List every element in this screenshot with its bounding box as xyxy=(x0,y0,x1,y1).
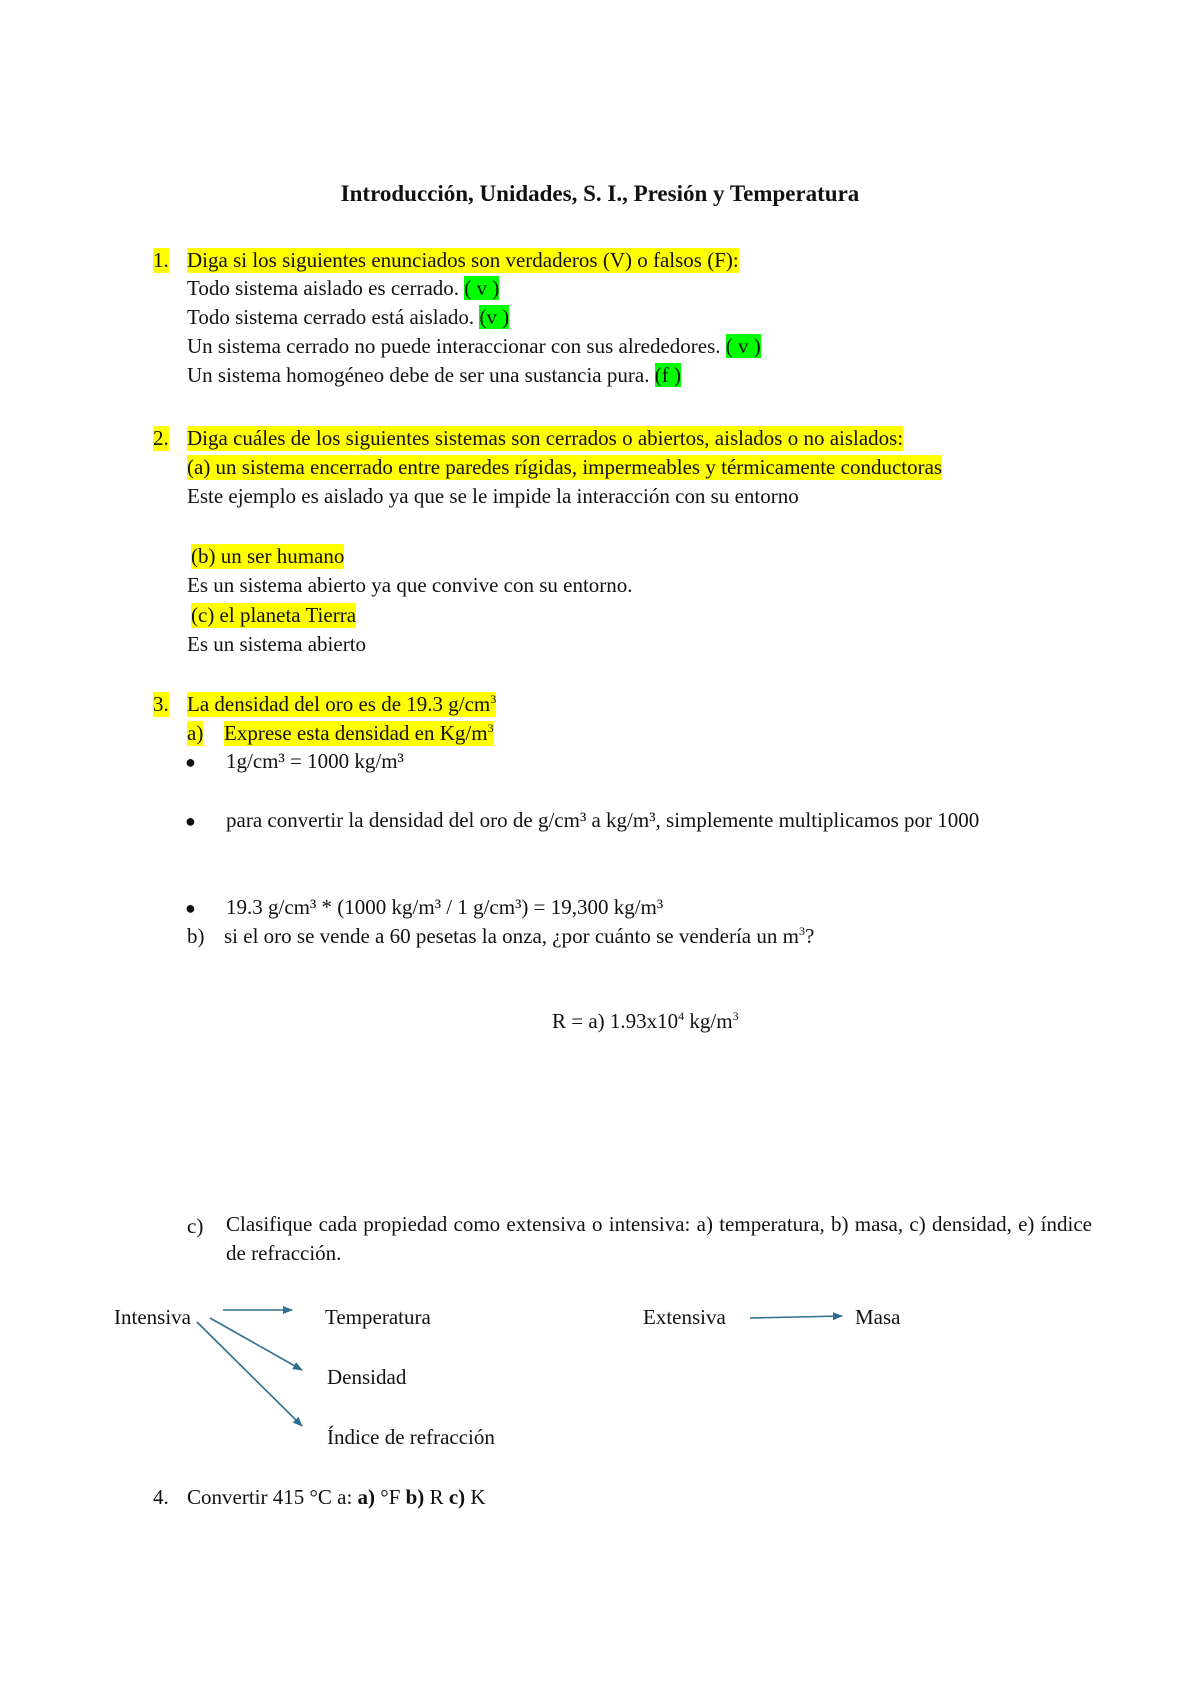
q2-number: 2. xyxy=(153,426,169,450)
q3-b-text: si el oro se vende a 60 pesetas la onza, ¿por cuánto se vendería un $m^3$? xyxy=(224,924,815,948)
q2-c-label: (c) el planeta Tierra xyxy=(191,603,357,627)
q3-prompt: La densidad del oro es de 19.3 $g/cm^3$ xyxy=(187,692,497,716)
q1-answer: ( v ) xyxy=(725,334,761,358)
q1-item-text: Todo sistema aislado es cerrado. xyxy=(187,276,465,300)
q2-a-label: (a) un sistema encerrado entre paredes rígidas, impermeables y térmicamente conductoras xyxy=(187,455,943,479)
q1-item-text: Todo sistema cerrado está aislado. xyxy=(187,305,480,329)
q3-a-letter: a) xyxy=(187,721,204,745)
diagram-masa: Masa xyxy=(855,1305,901,1329)
q2-c-answer: Es un sistema abierto xyxy=(187,632,367,656)
q3-number: 3. xyxy=(153,692,169,716)
q1-answer: ( v ) xyxy=(464,276,500,300)
q2-b-answer: Es un sistema abierto ya que convive con su entorno. xyxy=(187,573,633,597)
q1-answer: (v ) xyxy=(479,305,510,329)
q1-number: 1. xyxy=(153,248,169,272)
arrow-to-indice xyxy=(197,1322,302,1426)
q2-prompt: Diga cuáles de los siguientes sistemas son cerrados o abiertos, aislados o no aislados: xyxy=(187,426,904,450)
q1-item-text: Un sistema homogéneo debe de ser una sustancia pura. xyxy=(187,363,655,387)
q3-bullet-1: 1g/cm³ = 1000 kg/m³ xyxy=(226,749,404,773)
diagram-indice: Índice de refracción xyxy=(327,1425,495,1449)
q2-b-label: (b) un ser humano xyxy=(191,544,345,568)
q1-item-text: Un sistema cerrado no puede interaccionar con sus alrededores. xyxy=(187,334,726,358)
diagram-densidad: Densidad xyxy=(327,1365,407,1389)
q4-number: 4. xyxy=(153,1485,169,1509)
diagram-temperatura: Temperatura xyxy=(325,1305,431,1329)
q4-text: Convertir 415 °C a: a) °F b) R c) K xyxy=(187,1485,486,1509)
q3-a-text: Exprese esta densidad en $Kg/m^3$ xyxy=(224,721,494,745)
q3-b-letter: b) xyxy=(187,924,205,948)
bullet-icon: ● xyxy=(185,752,196,772)
q1-answer: (f ) xyxy=(654,363,681,387)
q3-bullet-2: para convertir la densidad del oro de g/cm³ a kg/m³, simplemente multiplicamos por 1000 xyxy=(226,808,980,832)
bullet-icon: ● xyxy=(185,811,196,831)
bullet-icon: ● xyxy=(185,898,196,918)
arrow-to-densidad xyxy=(210,1318,302,1370)
q3-bullet-3: 19.3 g/cm³ * (1000 kg/m³ / 1 g/cm³) = 19,300 kg/m³ xyxy=(226,895,664,919)
diagram-extensiva: Extensiva xyxy=(643,1305,726,1329)
q2-a-answer: Este ejemplo es aislado ya que se le impide la interacción con su entorno xyxy=(187,484,799,508)
diagram-intensiva: Intensiva xyxy=(114,1305,191,1329)
q3-c-letter: c) xyxy=(187,1214,204,1238)
q1-prompt: Diga si los siguientes enunciados son verdaderos (V) o falsos (F): xyxy=(187,248,739,272)
q3-result: R = a) $1.93x10^4$ $kg/m^3$ xyxy=(552,1009,739,1033)
arrow-to-masa xyxy=(750,1316,842,1318)
page-title: Introducción, Unidades, S. I., Presión y Temperatura xyxy=(340,181,860,206)
q3-c-text: Clasifique cada propiedad como extensiva o intensiva: a) temperatura, b) masa, c) densidad, e) índice de refracción. xyxy=(226,1212,1092,1265)
